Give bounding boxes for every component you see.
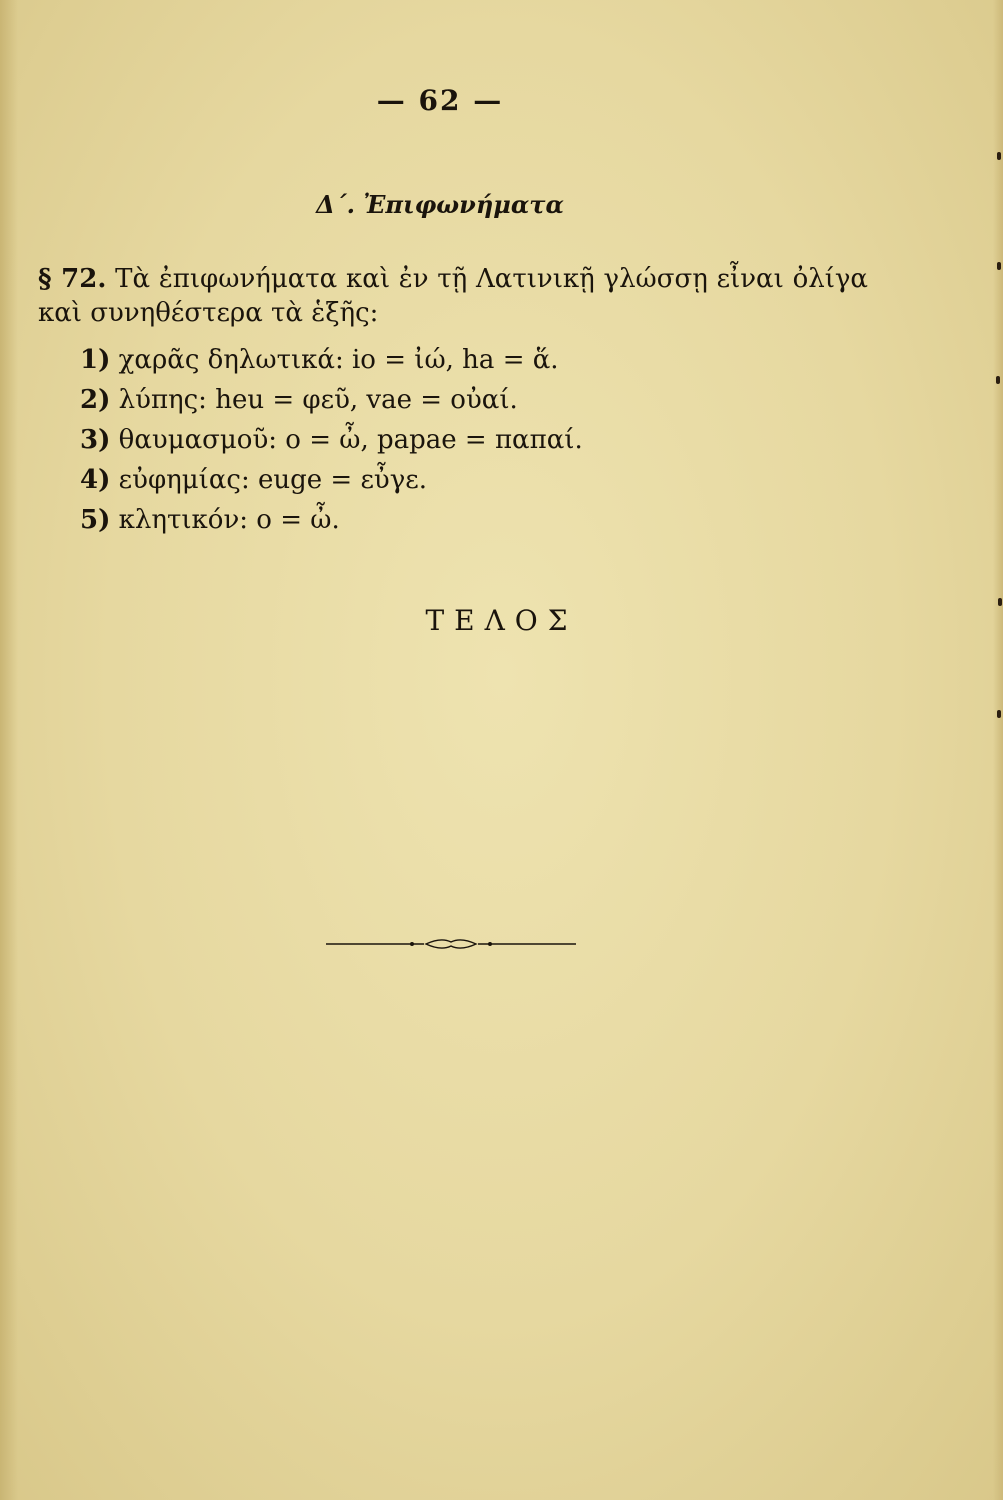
list-item-text: λύπης: heu = φεῦ, vae = οὐαί. xyxy=(118,385,518,415)
list-item-text: χαρᾶς δηλωτικά: io = ἰώ, ha = ἅ. xyxy=(118,345,559,375)
page-edge xyxy=(993,0,1003,1500)
list-item-number: 4) xyxy=(80,465,111,495)
list-item-number: 2) xyxy=(80,385,111,415)
list-item-text: εὐφημίας: euge = εὖγε. xyxy=(118,465,427,495)
ink-speck xyxy=(997,710,1001,718)
list-item xyxy=(80,340,780,380)
ink-speck xyxy=(997,152,1001,160)
list-item xyxy=(80,420,780,460)
page-number: — 62 — xyxy=(376,84,504,117)
section-paragraph xyxy=(38,262,868,330)
section-heading: Δ΄. Ἐπιφωνήματα xyxy=(316,190,564,219)
list-item xyxy=(80,500,780,540)
list-item xyxy=(80,460,780,500)
list-item-number: 5) xyxy=(80,505,111,535)
section-number: § 72. xyxy=(38,264,107,294)
ink-speck xyxy=(998,598,1002,606)
paragraph-text: Τὰ ἐπιφωνήματα καὶ ἐν τῇ Λατινικῇ γλώσσῃ εἶναι ὀλίγα καὶ συνηθέστερα τὰ ἑξῆς: xyxy=(38,264,868,328)
end-title: ΤΕΛΟΣ xyxy=(425,604,578,637)
list-item-number: 1) xyxy=(80,345,111,375)
list-item xyxy=(80,380,780,420)
ink-speck xyxy=(997,262,1001,270)
page-gutter-shadow xyxy=(0,0,18,1500)
interjection-list xyxy=(80,340,780,540)
ink-speck xyxy=(996,376,1000,384)
list-item-number: 3) xyxy=(80,425,111,455)
list-item-text: κλητικόν: o = ὦ. xyxy=(118,505,340,535)
ornament-divider xyxy=(326,932,576,956)
list-item-text: θαυμασμοῦ: o = ὦ, papae = παπαί. xyxy=(118,425,583,455)
